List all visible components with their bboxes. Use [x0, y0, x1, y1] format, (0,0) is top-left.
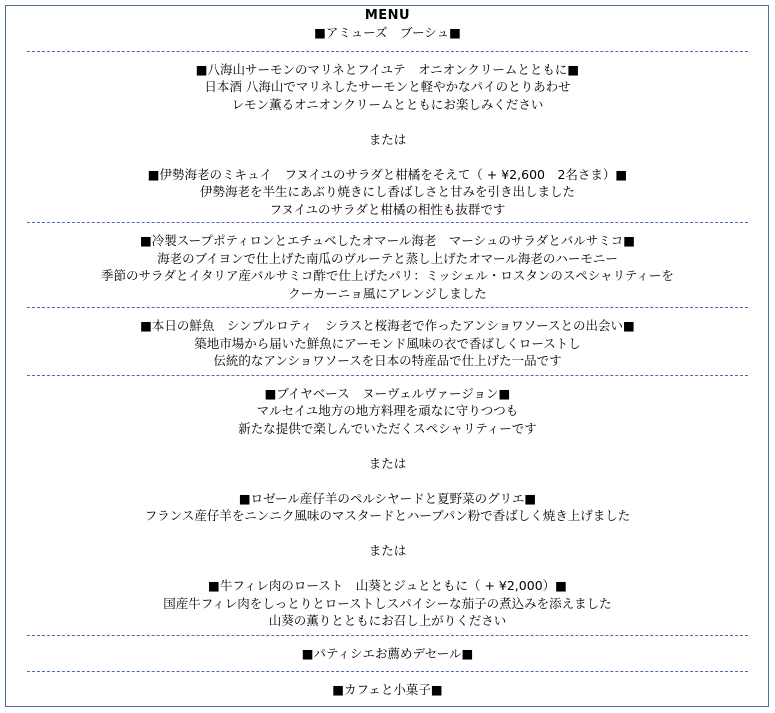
section-divider — [27, 307, 748, 308]
cafe-heading: ■カフェと小菓子■ — [332, 682, 443, 697]
starter2-desc-2: フヌイユのサラダと柑橘の相性も抜群です — [269, 201, 506, 217]
or-label: または — [368, 131, 407, 147]
main2-desc-1: フランス産仔羊をニンニク風味のマスタードとハーブパン粉で香ばしく焼き上げました — [144, 508, 631, 523]
main1-heading: ■ブイヤベース ヌーヴェルヴァージョン■ — [264, 385, 511, 401]
starter1-desc-2: レモン薫るオニオンクリームとともにお楽しみください — [231, 96, 544, 112]
section-divider — [27, 51, 748, 52]
main1-desc-1: マルセイユ地方の地方料理を頑なに守りつつも — [256, 403, 519, 418]
spacer — [0, 525, 775, 543]
or-label: または — [368, 455, 407, 471]
fish-desc-1: 築地市場から届いた鮮魚にアーモンド風味の衣で香ばしくローストし — [194, 335, 581, 351]
main3-desc-2: 山葵の薫りとともにお召し上がりください — [268, 613, 507, 628]
fish-heading: ■本日の鮮魚 シンプルロティ シラスと桜海老で作ったアンショワソースとの出会い■ — [140, 318, 635, 333]
section-divider — [27, 222, 748, 223]
main3-heading: ■牛フィレ肉のロースト 山葵とジュとともに（ + ¥2,000）■ — [208, 578, 567, 593]
or-label: または — [368, 543, 407, 558]
main2-heading: ■ロゼール産仔羊のペルシヤードと夏野菜のグリエ■ — [238, 490, 537, 506]
dessert-heading: ■パティシエお薦めデセール■ — [301, 645, 474, 661]
section-divider — [27, 375, 748, 376]
starter1-desc-1: 日本酒 八海山でマリネしたサーモンと軽やかなパイのとりあわせ — [204, 79, 571, 94]
soup-desc-1: 海老のブイヨンで仕上げた南瓜のヴルーテと蒸し上げたオマール海老のハーモニー — [157, 250, 618, 266]
soup-desc-2: 季節のサラダとイタリア産バルサミコ酢で仕上げたパリ：ミッシェル・ロスタンのスペシャリティーを — [101, 268, 674, 283]
spacer — [0, 472, 775, 490]
menu-title: MENU — [364, 8, 411, 23]
starter2-desc-1: 伊勢海老を半生にあぶり焼きにし香ばしさと甘みを引き出しました — [199, 184, 575, 199]
amuse-heading: ■アミューズ ブーシュ■ — [314, 25, 461, 40]
spacer — [0, 113, 775, 131]
soup-desc-3: クーカーニョ風にアレンジしました — [288, 285, 487, 301]
spacer — [0, 560, 775, 578]
section-divider — [27, 635, 748, 636]
starter1-heading: ■八海山サーモンのマリネとフイユテ オニオンクリームとともに■ — [195, 61, 580, 77]
main1-desc-2: 新たな提供で楽しんでいただくスペシャリティーです — [238, 420, 537, 436]
spacer — [0, 148, 775, 166]
spacer — [0, 437, 775, 455]
soup-heading: ■冷製スープポティロンとエチュベしたオマール海老 マーシュのサラダとバルサミコ■ — [139, 233, 636, 248]
section-divider — [27, 671, 748, 672]
starter2-heading: ■伊勢海老のミキュイ フヌイユのサラダと柑橘をそえて（ + ¥2,600 2名さま）■ — [147, 166, 628, 182]
main3-desc-1: 国産牛フィレ肉をしっとりとローストしスパイシーな茄子の煮込みを添えました — [163, 595, 612, 611]
fish-desc-2: 伝統的なアンショワソースを日本の特産品で仕上げた一品です — [213, 353, 562, 368]
